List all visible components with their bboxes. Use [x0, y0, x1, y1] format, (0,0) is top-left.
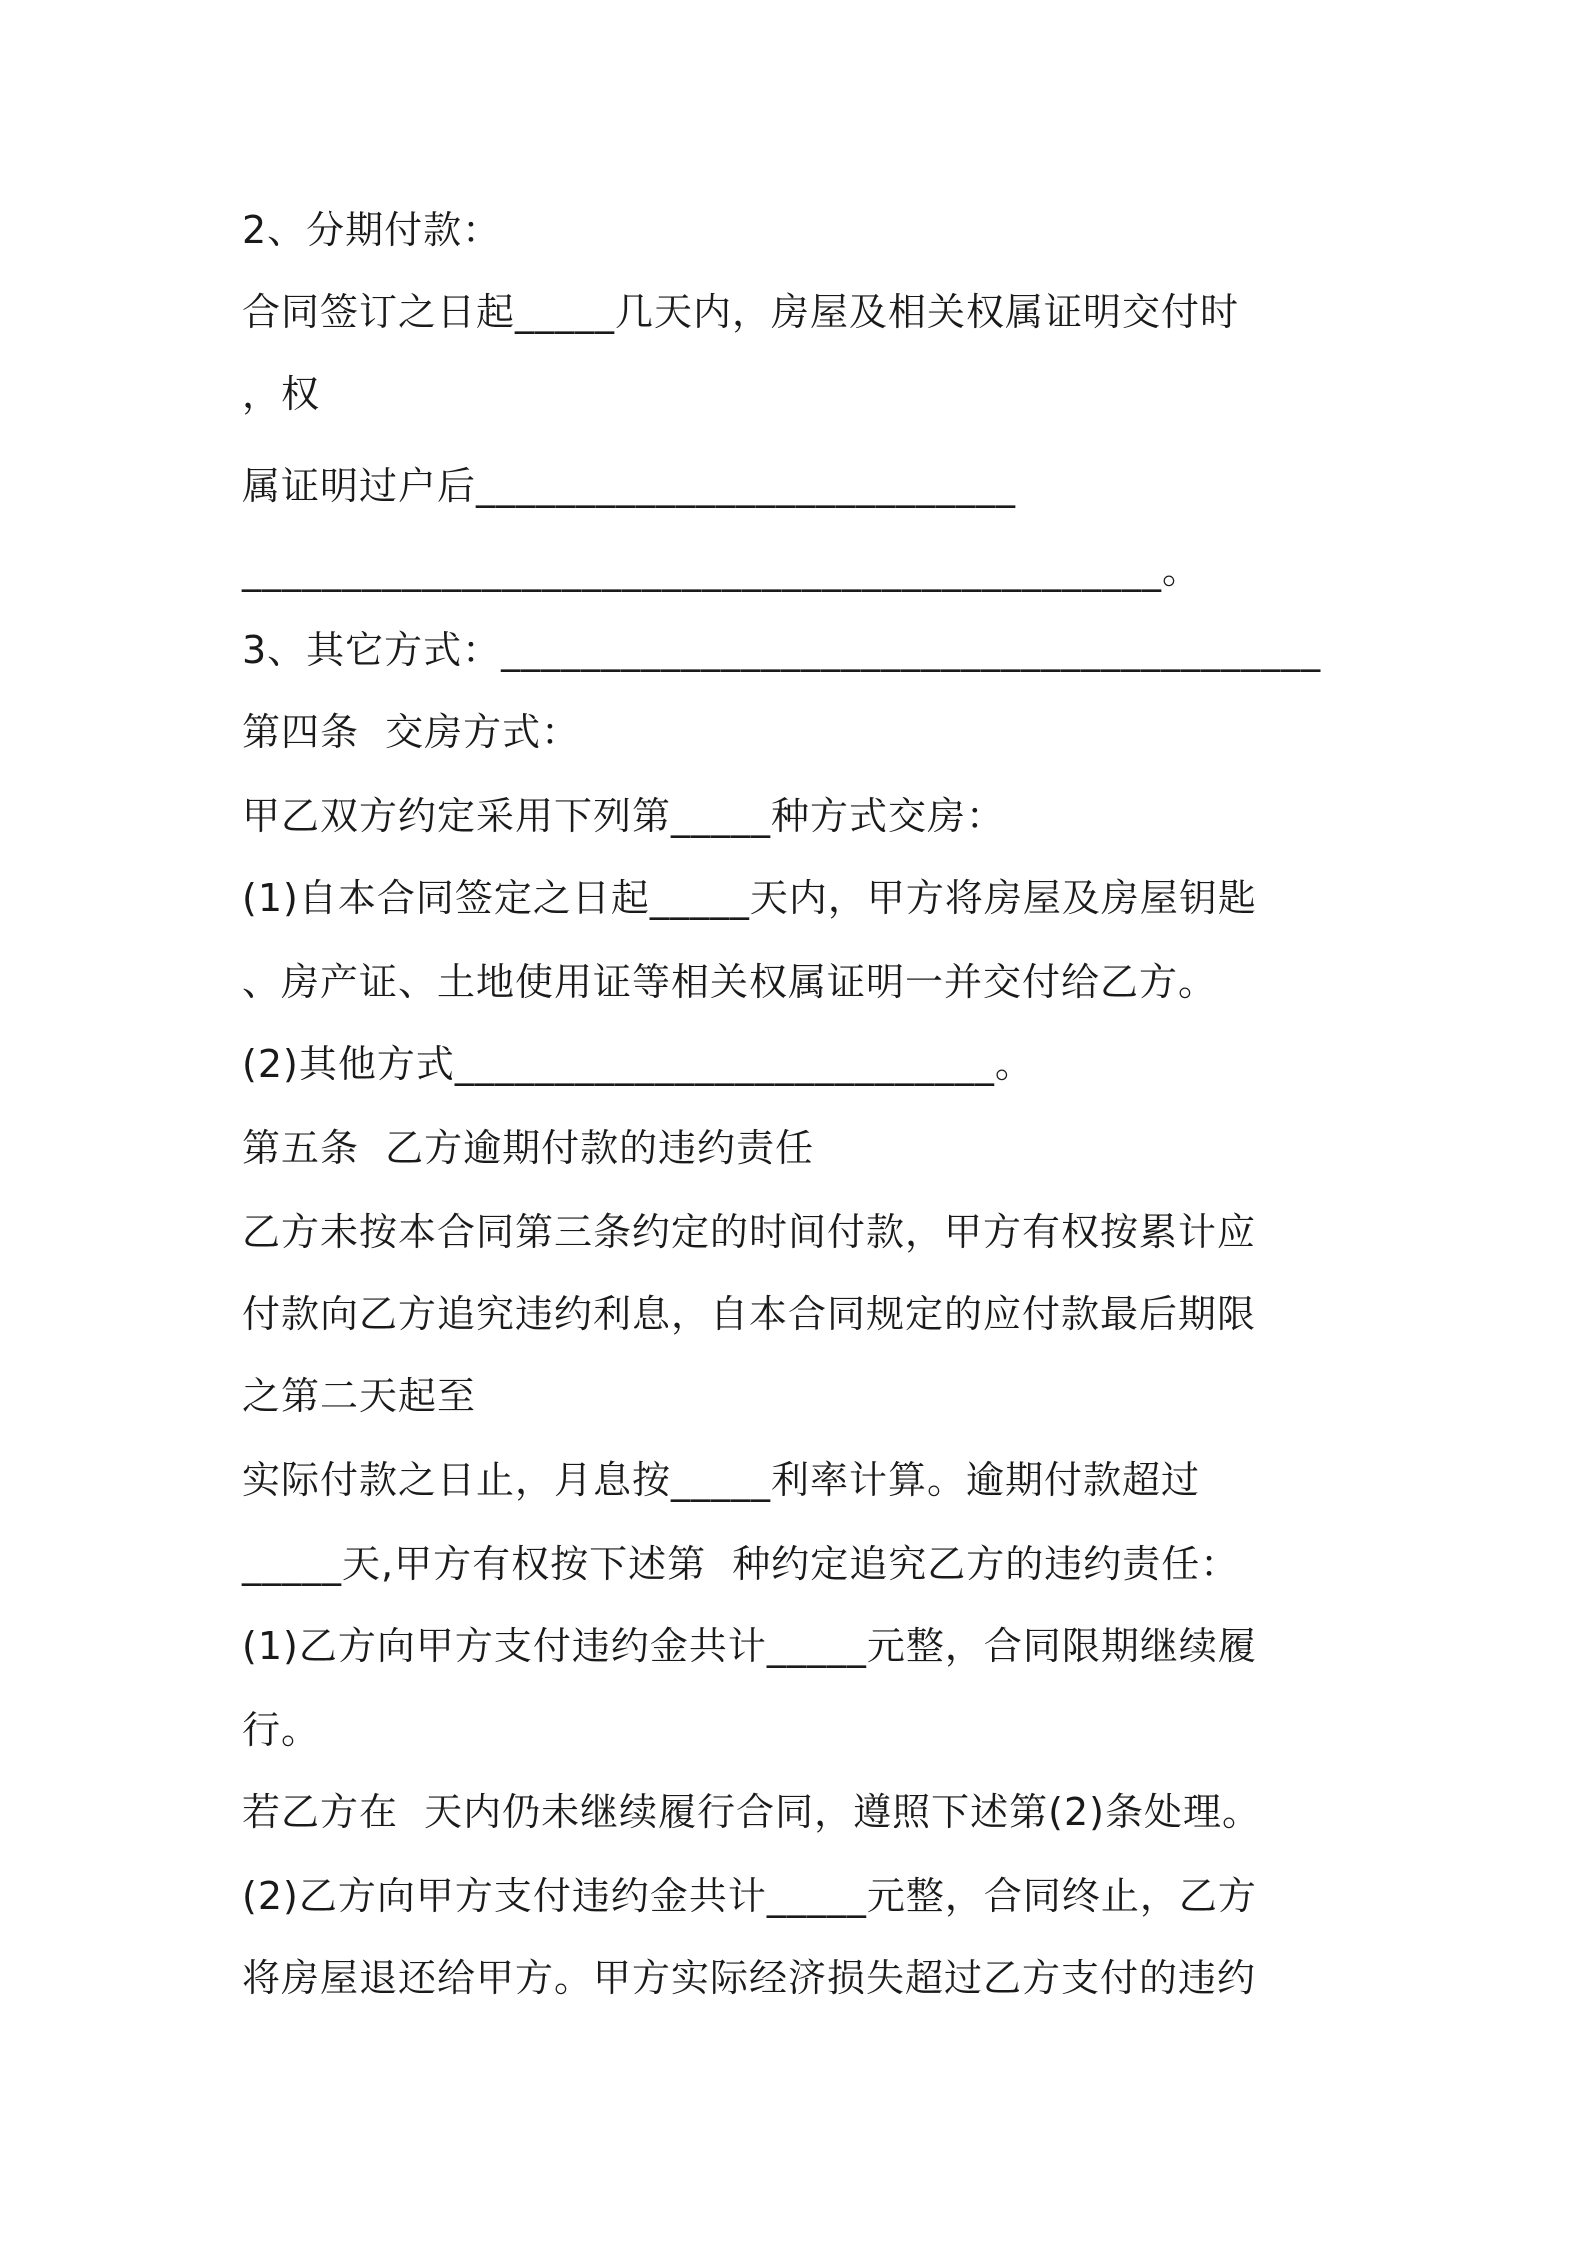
text-line: 实际付款之日止，月息按_____利率计算。逾期付款超过	[242, 1458, 1201, 1502]
text-line: 若乙方在 天内仍未继续履行合同，遵照下述第(2)条处理。	[242, 1790, 1261, 1834]
text-line: 将房屋退还给甲方。甲方实际经济损失超过乙方支付的违约	[242, 1956, 1257, 2000]
text-line: (2)乙方向甲方支付违约金共计_____元整，合同终止，乙方	[242, 1874, 1257, 1918]
text-line: ，权	[242, 372, 321, 416]
section-heading: 第五条 乙方逾期付款的违约责任	[242, 1126, 815, 1170]
text-line: 属证明过户后___________________________	[242, 464, 1017, 508]
text-line: 行。	[242, 1708, 321, 1752]
text-line: (2)其他方式___________________________。	[242, 1042, 1034, 1086]
text-line: ______________________________________________。	[242, 548, 1202, 592]
text-line: 、房产证、土地使用证等相关权属证明一并交付给乙方。	[242, 960, 1218, 1004]
section-heading: 第四条 交房方式：	[242, 710, 581, 754]
text-line: 甲乙双方约定采用下列第_____种方式交房：	[242, 794, 1006, 838]
text-line: 乙方未按本合同第三条约定的时间付款，甲方有权按累计应	[242, 1210, 1257, 1254]
text-line: (1)乙方向甲方支付违约金共计_____元整，合同限期继续履	[242, 1624, 1257, 1668]
text-line: (1)自本合同签定之日起_____天内，甲方将房屋及房屋钥匙	[242, 876, 1257, 920]
text-line: 合同签订之日起_____几天内，房屋及相关权属证明交付时	[242, 290, 1240, 334]
text-line: 付款向乙方追究违约利息，自本合同规定的应付款最后期限	[242, 1292, 1257, 1336]
text-line: 3、其它方式：_________________________________________	[242, 628, 1322, 672]
text-line: 之第二天起至	[242, 1374, 477, 1418]
text-line: _____天,甲方有权按下述第 种约定追究乙方的违约责任：	[242, 1542, 1240, 1586]
text-line: 2、分期付款：	[242, 208, 502, 252]
